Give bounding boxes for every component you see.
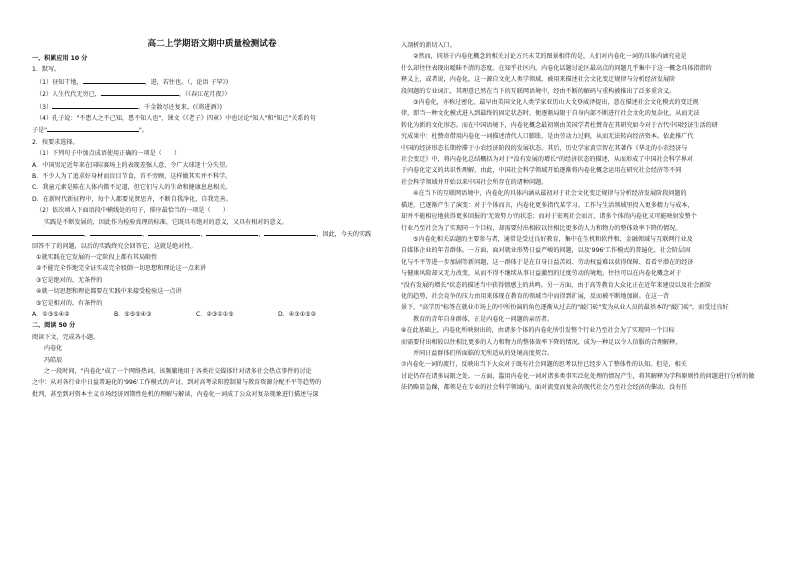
q1-item-1-mid: ，进，若往也。（ (144, 78, 191, 86)
text-line: 中国的经济形态长期停滞于小农经济阶段的发展状态。其后，历史学家黄宗智在其著作《华北的小农经济与 (401, 144, 688, 152)
text-line: ⑦内卷化一词的流行，反映出当下大众对于既有社会问题的思考以往已经步入了整体性的认知。但是，相关 (401, 361, 687, 369)
paragraph-1-line-2: 之中：从对各行业中日益普遍化的'996'工作模式的声讨，到对高考录阳控制量与教育资源分配不平等趋势的 (32, 379, 322, 387)
q1-item-3-pre: （3） (36, 103, 53, 111)
q1-item-4: （4）孔子说："不患人之不己知，患不知人也"，课文《《老子》四章》中也讨论"知人"和"知己"关系的句 (36, 115, 316, 123)
text-line: 什么却往往表现出暧昧不清的态度。在知乎社区内，内卷化话题讨论区最高点的问题几乎集中于这一概念具体指指的 (401, 64, 712, 72)
text-line: 行业乃至社会为了实现同一个目标，却需要付出相较以往相比更多的人力和物力的整体效率下降的情况。 (401, 224, 682, 232)
q1-item-3 (32, 101, 392, 113)
answer-blank[interactable] (90, 228, 142, 236)
q1-item-4-cont-pre: 子是" (32, 127, 47, 135)
answer-blank[interactable] (83, 76, 145, 84)
q2-1-option-c[interactable]: C．我童元素是陈在人体内微不足道，但它们与人的生命和健康息息相关。 (32, 184, 232, 192)
q2-1-option-a[interactable]: A．中国男足近年来在国际赛场上的表现差强人意，令广大球迷十分失望。 (32, 161, 232, 169)
text-line: 而需要付出相较以往相比更多的人力和物力的整体效率下降的情况，成为一种足以令人信服的合理解释， (401, 338, 682, 346)
answer-blank[interactable] (47, 124, 139, 132)
q2-2-passage-line-2: ， ， ， ， ，因此，今天的实践 (32, 228, 392, 240)
article-title: 内卷化 (44, 345, 63, 353)
text-line: "没有发展的增长"状态的描述当中获得情感上的共鸣。另一方面，由于高等教育大众化正在近年来建设以及社会新阶 (401, 281, 712, 289)
answer-blank[interactable] (52, 101, 138, 109)
q2-1-stem: （1）下列句子中加点成语使用正确的一项是（ ） (36, 150, 181, 158)
q2-2-answer-d[interactable]: D．④③①⑤② (278, 310, 317, 318)
text-line: 化的趋势，社会竞争的压力由用来体现在教育的领域当中而得到扩展，反而被不断地加剧。在这一背 (401, 292, 670, 300)
q1-item-4-cont-tail: "。 (139, 127, 148, 135)
text-line: ③内卷化，亦称过密化，最早由美国文化人类学家亚历山大戈登威泽提出，意在描述社会文化模式的变迁规 (413, 99, 699, 107)
text-line: 社会科学领域并开始以来中国社会所存在的诸种问题。 (401, 178, 548, 186)
text-line: 并同日益群体们所面临的无所适从的处境高度契合。 (413, 349, 554, 357)
q2-2-answer-b[interactable]: B．⑤⑤⑤④③ (114, 310, 152, 318)
text-line: ⑤内卷化相关话题的主要参与者，通常是受过良好教育，集中在生机和软件和、金融领域与互联网行业及 (413, 235, 693, 243)
q2-2-passage-line-1: 实践是不断发展的，因此作为检验真理的标准，它既具有绝对的意义，又具有相对的意义。 (44, 218, 288, 226)
q1-item-1-tail: ，论语 子罕》) (190, 78, 229, 86)
q2-2-passage-line-3: 回答不了的问题，以后的实践终究会回答它，这就是绝对性。 (32, 242, 197, 250)
text-line: 自媒体企业的年青群体。一方面，面对就业形势日益严峻的问题，以及'996'工作模式的普遍化、社会阶层固 (401, 247, 691, 255)
q1-item-3-tail: ，千金散尽还复来。(《将进酒》) (138, 103, 223, 111)
text-line: ⑥在此基础上，内卷化所映射出的，由诸多个体的内卷化所引发整个行业乃至社会为了实现同一个目标 (401, 327, 675, 335)
numbered-sentence-3: ③它是绝对的、无条件的 (36, 276, 103, 284)
numbered-sentence-2: ②不能完全作地完全证实或完全驳倒一切思想和理论这一点来讲 (36, 265, 206, 273)
text-line: 法仍略显急躁，都领是在专业的社会科学领域内，面对流变而复杂的现代社会乃至社会经济的催动，没有任 (401, 384, 688, 392)
text-line: 入剖析的新切入口。 (401, 42, 456, 49)
article-author: 冯皓辰 (44, 356, 63, 364)
q1-item-1 (32, 76, 392, 88)
q1-item-2 (32, 88, 392, 100)
text-line: 却并不能相应地获得更多回报的'无效努力'的状态；而对于宏观社会而言，诸多个体的内卷化又可能映射发整个 (401, 213, 697, 221)
q1-item-1-pre: （1）昼知干地， (36, 78, 83, 86)
q2-2-answers (32, 309, 392, 320)
numbered-sentence-4: ④就一切思想和理论都要在实践中来接受检验这一点讲 (36, 288, 182, 296)
q2-2-passage-line-2-end: ，因此，今天的实践 (316, 231, 372, 239)
text-line: 释义上，或者说，内卷化，这一源自文化人类学领域，被用来描述社会文化变迁规律与分析经济发展阶 (401, 76, 676, 84)
answer-blank[interactable] (148, 228, 200, 236)
page-title: 高二上学期语文期中质量检测试卷 (147, 39, 277, 49)
numbered-sentence-5: ⑤它是相对的、有条件的 (36, 299, 103, 307)
q1-item-2-pre: （2）人生代代无穷已， (36, 91, 101, 99)
q1-stem: 1．默写。 (32, 66, 61, 74)
text-line: ④在当下的互联网语境中，内卷化的具体内涵从最初对于社会文化变迁规律与分析经济发展阶段问题的 (413, 190, 687, 198)
text-line: ②然而，同基于内卷化概念的相关讨论方兴未艾的图景相伴的是，人们对内卷化一词的具体内涵究竟是 (413, 53, 687, 61)
q2-1-option-d[interactable]: D．在新时代新征程中，每个人都要见贤思齐，不断自我净化、自我完善。 (32, 195, 232, 203)
text-line: 社会变迁》中，将内卷化总结概括为对于"没有发展的增长"的经济状态的描述，从而形成了中国社会科学界对 (401, 156, 694, 164)
q2-stem: 2．按要求选择。 (32, 138, 79, 146)
text-line: 究成果中：杜赞奇借用内卷化一词描述清代人口膨胀，是由劳动力过剩，从而无法转向经济资本。依此推广代 (401, 133, 694, 141)
text-line: 景下，"高学历"标签在就业市场上的中所扮演的角色逐渐从过去的"敲门砖"变为从业人员的最基本的"敲门砖"，而受过良好 (401, 304, 729, 312)
text-line: 于内卷化定义的共识性理解。由此，中国社会科学领域开始逐渐将内卷化概念运用在研究社会经济等不同 (401, 167, 682, 175)
section2-heading: 二、阅读 50 分 (32, 322, 76, 330)
answer-blank[interactable] (101, 88, 179, 96)
text-line: 讨论仍存在诸多局限之处。一方面，滥用内卷化一词对诸多类事实泛化处理的情况产生，将其解释为学科原则性的问题进行分析的做 (401, 372, 755, 380)
text-line: 描述，已逐渐产生了演变：对于个体而言，内卷化更多指代某学习、工作与生活领域里投入更多精力与成本， (401, 201, 694, 209)
text-line: 转化为新的文化形态。而在中国语境下，内卷化概念最初则由美国学者杜赞奇在其研究如今对于古代中国经济生活的研 (401, 121, 718, 129)
paragraph-1-line-1: 之一段时间，"内卷化"成了一个网络热词，该频繁地用于各类社交媒体针对诸多社会热点事件的讨论 (44, 367, 312, 375)
right-column (401, 40, 764, 394)
q2-2-stem: （2）依次填入下面语段中横线处的句子，排序最恰当的一项是（ ） (36, 207, 229, 215)
numbered-sentence-1: ①就实践在它发展的一定阶段上都有其局限性 (36, 253, 158, 261)
section1-heading: 一、积累应用 10 分 (32, 55, 88, 62)
left-column (32, 38, 392, 400)
text-line: 教育的青年自身群体，正是内卷化一问题的亲历者。 (413, 315, 554, 323)
q1-item-2-tail: 。（《春江花月夜》） (178, 91, 231, 99)
answer-blank[interactable] (206, 228, 258, 236)
text-line: 段问题的专业词汇，其理意已然在当下的互联网语境中，经由不断的解码与重构被推出了泛多重含义。 (401, 87, 676, 95)
q2-2-answer-a[interactable]: A．①③⑤④② (32, 310, 70, 318)
text-line: 与健康风险却又无力改变，从而不得不继续从事日益激烈的过度劳动的境地，往往可以在内卷化概念对于 (401, 270, 682, 278)
q2-2-answer-c[interactable]: C．②③①①⑤ (196, 310, 234, 318)
text-line: 律，即当一种文化模式进入到最终的固定状态时，便逐渐局限于自身内部不断进行社会文化的复杂化，从而无法 (401, 110, 700, 118)
q1-item-4-cont (32, 124, 392, 136)
answer-blank[interactable] (264, 228, 316, 236)
section2-instructions: 阅读下文，完成各小题。 (32, 333, 100, 341)
paragraph-1-line-3: 批判，甚至到对资本主义市场经济周期性危机的理解与解读，内卷化一词成了公众对复杂现象进行描述与深 (32, 390, 319, 398)
answer-blank[interactable] (32, 228, 84, 236)
text-line: 化与不平等进一步加剧等新问题，这一群体于是在自身日益苦闷、劳动权益难以获得保障、看看平潜在的经济 (401, 258, 694, 266)
q2-1-option-b[interactable]: B．不少人为了追求好身材而盲目节食，首不旁顾，这样做其实并不科学。 (32, 173, 232, 181)
